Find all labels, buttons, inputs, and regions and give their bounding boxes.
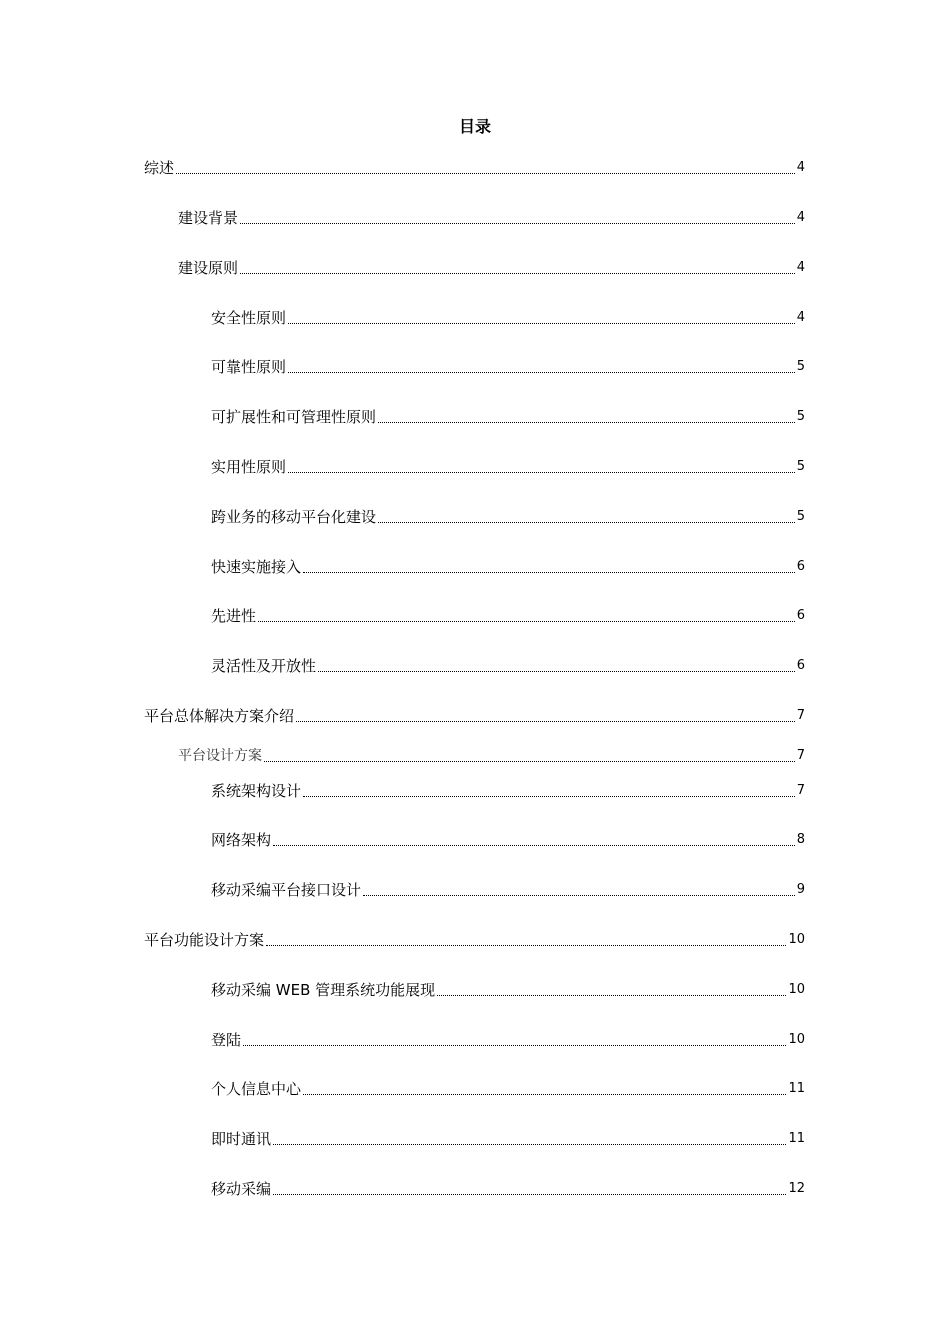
toc-entry-page: 4 <box>796 160 805 175</box>
toc-entry-label: 实用性原则 <box>211 458 287 476</box>
toc-entry-label: 平台功能设计方案 <box>144 931 265 949</box>
dot-leader <box>378 422 795 423</box>
toc-entry-page: 4 <box>796 260 805 275</box>
toc-entry-page: 7 <box>796 748 805 763</box>
dot-leader <box>258 621 795 622</box>
toc-entry-flexibility[interactable] <box>211 656 805 676</box>
dot-leader <box>303 1094 786 1095</box>
toc-entry-label: 灵活性及开放性 <box>211 657 317 675</box>
toc-entry-label: 即时通讯 <box>211 1130 272 1148</box>
toc-entry-page: 5 <box>796 459 805 474</box>
dot-leader <box>318 671 795 672</box>
toc-entry-label: 移动采编平台接口设计 <box>211 881 362 899</box>
toc-entry-page: 4 <box>796 310 805 325</box>
toc-entry-label: 建设背景 <box>178 209 239 227</box>
toc-entry-page: 7 <box>796 708 805 723</box>
toc-entry-overview[interactable] <box>144 158 805 178</box>
toc-entry-label: 综述 <box>144 159 175 177</box>
dot-leader <box>273 845 795 846</box>
toc-entry-label: 建设原则 <box>178 259 239 277</box>
dot-leader <box>176 173 795 174</box>
dot-leader <box>273 1194 786 1195</box>
toc-entry-label: 安全性原则 <box>211 309 287 327</box>
toc-entry-cross-business[interactable] <box>211 507 805 527</box>
toc-entry-label: 个人信息中心 <box>211 1080 302 1098</box>
dot-leader <box>288 472 795 473</box>
toc-entry-instant-messaging[interactable] <box>211 1129 805 1149</box>
toc-entry-interface-design[interactable] <box>211 880 805 900</box>
toc-entry-system-architecture[interactable] <box>211 781 805 801</box>
toc-entry-page: 6 <box>796 608 805 623</box>
toc-entry-security[interactable] <box>211 308 805 328</box>
toc-entry-label: 跨业务的移动平台化建设 <box>211 508 377 526</box>
toc-entry-page: 6 <box>796 559 805 574</box>
toc-entry-page: 12 <box>788 1181 805 1196</box>
toc-entry-page: 8 <box>796 832 805 847</box>
toc-entry-page: 10 <box>788 1032 805 1047</box>
dot-leader <box>273 1144 786 1145</box>
toc-entry-network-architecture[interactable] <box>211 830 805 850</box>
toc-entry-personal-center[interactable] <box>211 1079 805 1099</box>
toc-entry-web-management[interactable] <box>211 980 805 1000</box>
toc-entry-mobile-editing[interactable] <box>211 1179 805 1199</box>
toc-entry-label: 移动采编 <box>211 1180 272 1198</box>
dot-leader <box>363 895 795 896</box>
dot-leader <box>378 522 795 523</box>
toc-entry-label: 网络架构 <box>211 831 272 849</box>
toc-entry-page: 5 <box>796 359 805 374</box>
dot-leader <box>243 1045 786 1046</box>
toc-entry-page: 5 <box>796 409 805 424</box>
toc-entry-login[interactable] <box>211 1030 805 1050</box>
toc-entry-label: 可靠性原则 <box>211 358 287 376</box>
toc-entry-label: 快速实施接入 <box>211 558 302 576</box>
dot-leader <box>288 372 795 373</box>
toc-entry-page: 4 <box>796 210 805 225</box>
toc-entry-page: 7 <box>796 783 805 798</box>
dot-leader <box>288 323 795 324</box>
toc-entry-principles[interactable] <box>178 258 805 278</box>
toc-entry-page: 11 <box>788 1131 805 1146</box>
toc-entry-platform-design[interactable] <box>178 746 805 766</box>
dot-leader <box>240 273 795 274</box>
toc-entry-function-design[interactable] <box>144 930 805 950</box>
toc-entry-page: 10 <box>788 932 805 947</box>
dot-leader <box>264 761 795 762</box>
dot-leader <box>303 572 795 573</box>
dot-leader <box>303 796 795 797</box>
toc-entry-reliability[interactable] <box>211 357 805 377</box>
toc-entry-label: 平台设计方案 <box>178 748 262 764</box>
toc-entry-solution-intro[interactable] <box>144 706 805 726</box>
dot-leader <box>437 995 786 996</box>
toc-entry-label: 系统架构设计 <box>211 782 302 800</box>
toc-entry-page: 9 <box>796 882 805 897</box>
toc-entry-practicality[interactable] <box>211 457 805 477</box>
toc-entry-page: 6 <box>796 658 805 673</box>
toc-entry-scalability[interactable] <box>211 407 805 427</box>
page-title: 目录 <box>458 117 491 136</box>
toc-entry-background[interactable] <box>178 208 805 228</box>
dot-leader <box>240 223 795 224</box>
toc-entry-fast-deployment[interactable] <box>211 557 805 577</box>
dot-leader <box>266 945 786 946</box>
toc-entry-label: 移动采编 WEB 管理系统功能展现 <box>211 981 436 999</box>
toc-entry-advanced[interactable] <box>211 606 805 626</box>
toc-entry-label: 先进性 <box>211 607 257 625</box>
toc-entry-label: 可扩展性和可管理性原则 <box>211 408 377 426</box>
toc-entry-page: 10 <box>788 982 805 997</box>
dot-leader <box>296 721 795 722</box>
toc-entry-label: 平台总体解决方案介绍 <box>144 707 295 725</box>
toc-entry-page: 5 <box>796 509 805 524</box>
toc-entry-label: 登陆 <box>211 1031 242 1049</box>
toc-entry-page: 11 <box>788 1081 805 1096</box>
